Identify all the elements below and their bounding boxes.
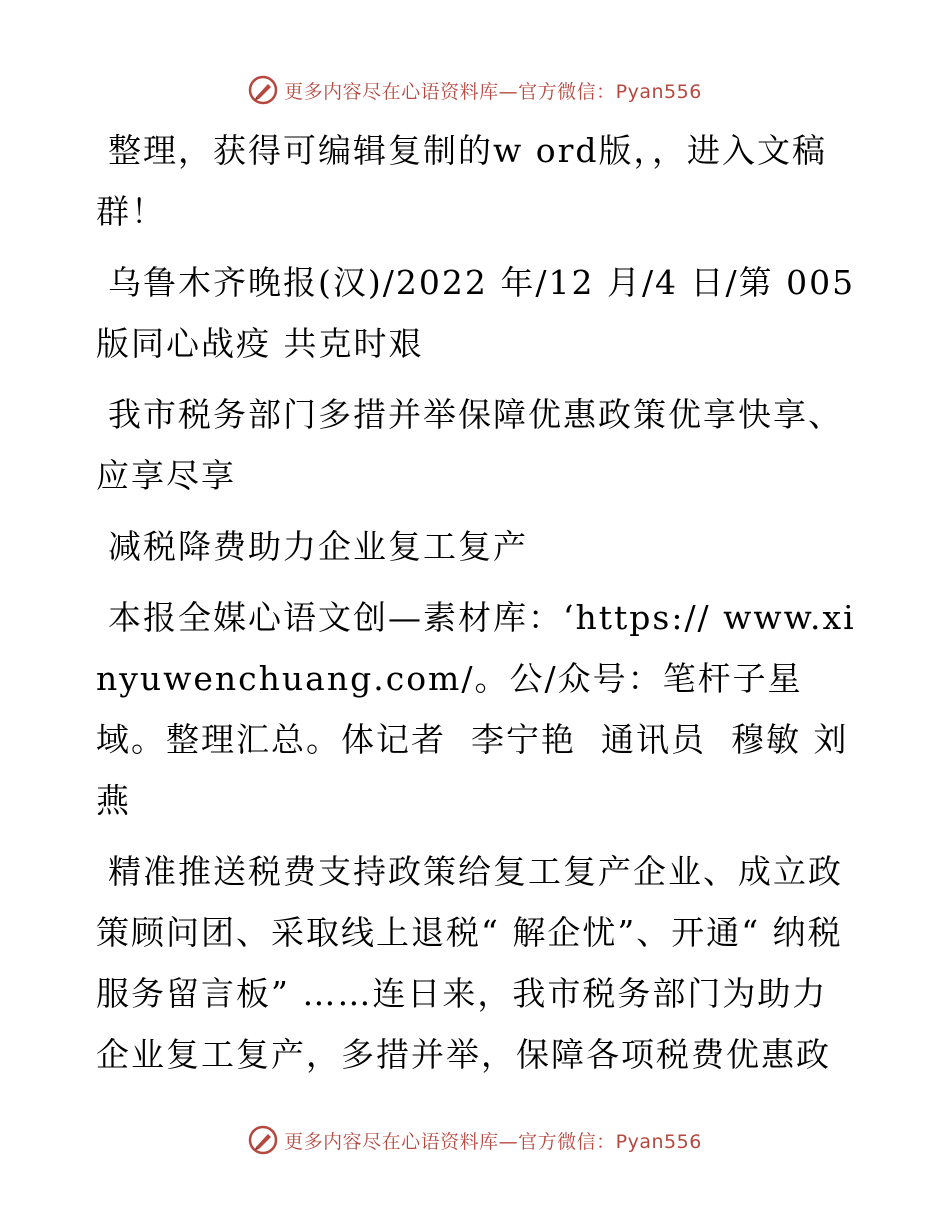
paragraph-2: 乌鲁木齐晚报(汉)/2022 年/12 月/4 日/第 005 版同心战疫 共克时艰 [96, 263, 868, 363]
header-banner-text: 更多内容尽在心语资料库—官方微信：Pyan556 [284, 80, 702, 103]
paragraph-4: 减税降费助力企业复工复产 [108, 527, 528, 566]
footer-banner-text: 更多内容尽在心语资料库—官方微信：Pyan556 [284, 1130, 702, 1153]
pen-logo-icon [248, 1125, 278, 1155]
document-body [96, 120, 868, 1095]
paragraph-1: 整理，获得可编辑复制的w ord版，，进入文稿群！ [96, 131, 828, 231]
paragraph-5: 本报全媒心语文创—素材库：‘https:// www.xinyuwenchuang.com/。公/众号：笔杆子星域。整理汇总。体记者 李宁艳 通讯员 穆敏 刘燕 [96, 598, 856, 820]
paragraph-3: 我市税务部门多措并举保障优惠政策优享快享、应享尽享 [96, 395, 843, 495]
footer-banner [0, 1120, 950, 1160]
paragraph-6: 精准推送税费支持政策给复工复产企业、成立政策顾问团、采取线上退税“ 解企忧”、开通“ 纳税服务留言板” ……连日来，我市税务部门为助力企业复工复产，多措并举，保障各项税费优惠政 [96, 852, 843, 1074]
pen-logo-icon [248, 75, 278, 105]
header-banner [0, 70, 950, 110]
